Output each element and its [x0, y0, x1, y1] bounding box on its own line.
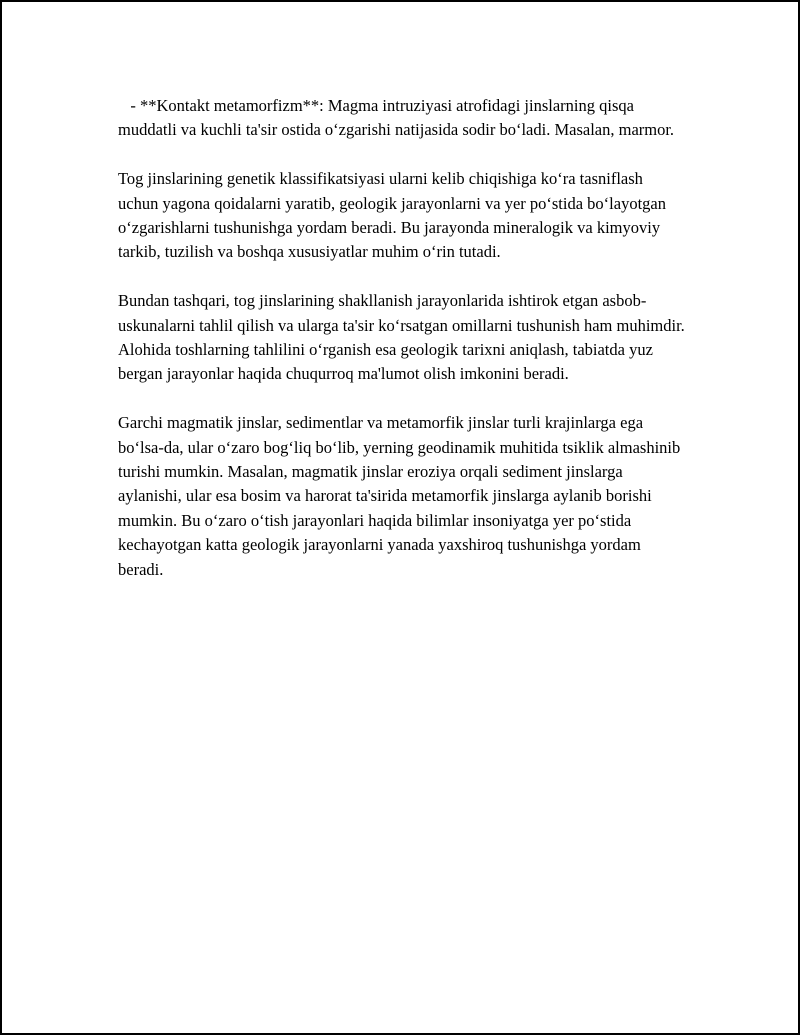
paragraph-contact-metamorphism: - **Kontakt metamorfizm**: Magma intruziyasi atrofidagi jinslarning qisqa muddatli va kuchli ta'sir ostida o‘zgarishi natijasida sodir bo‘ladi. Masalan, marmor.	[118, 96, 675, 140]
paragraph-formation-analysis: Bundan tashqari, tog jinslarining shakllanish jarayonlarida ishtirok etgan asbob-uskunalarni tahlil qilish va ularga ta'sir ko‘rsatgan omillarni tushunish ham muhimdir. Alohida toshlarning tahlilini o‘rganish esa geologik tarixni aniqlash, tabiatda yuz bergan jarayonlar haqida chuqurroq ma'lumot olish imkonini beradi.	[118, 291, 685, 384]
paragraph-rock-cycle: Garchi magmatik jinslar, sedimentlar va metamorfik jinslar turli krajinlarga ega bo‘lsa-da, ular o‘zaro bog‘liq bo‘lib, yerning geodinamik muhitida tsiklik almashinib turishi mumkin. Masalan, magmatik jinslar eroziya orqali sediment jinslarga aylanishi, ular esa bosim va harorat ta'sirida metamorfik jinslarga aylanib borishi mumkin. Bu o‘zaro o‘tish jarayonlari haqida bilimlar insoniyatga yer po‘stida kechayotgan katta geologik jarayonlarni yanada yaxshiroq tushunishga yordam beradi.	[118, 413, 681, 579]
paragraph-genetic-classification: Tog jinslarining genetik klassifikatsiyasi ularni kelib chiqishiga ko‘ra tasniflash uchun yagona qoidalarni yaratib, geologik jarayonlarni va yer po‘stida bo‘layotgan o‘zgarishlarni tushunishga yordam beradi. Bu jarayonda mineralogik va kimyoviy tarkib, tuzilish va boshqa xususiyatlar muhim o‘rin tutadi.	[118, 169, 666, 262]
document-body	[118, 94, 686, 606]
